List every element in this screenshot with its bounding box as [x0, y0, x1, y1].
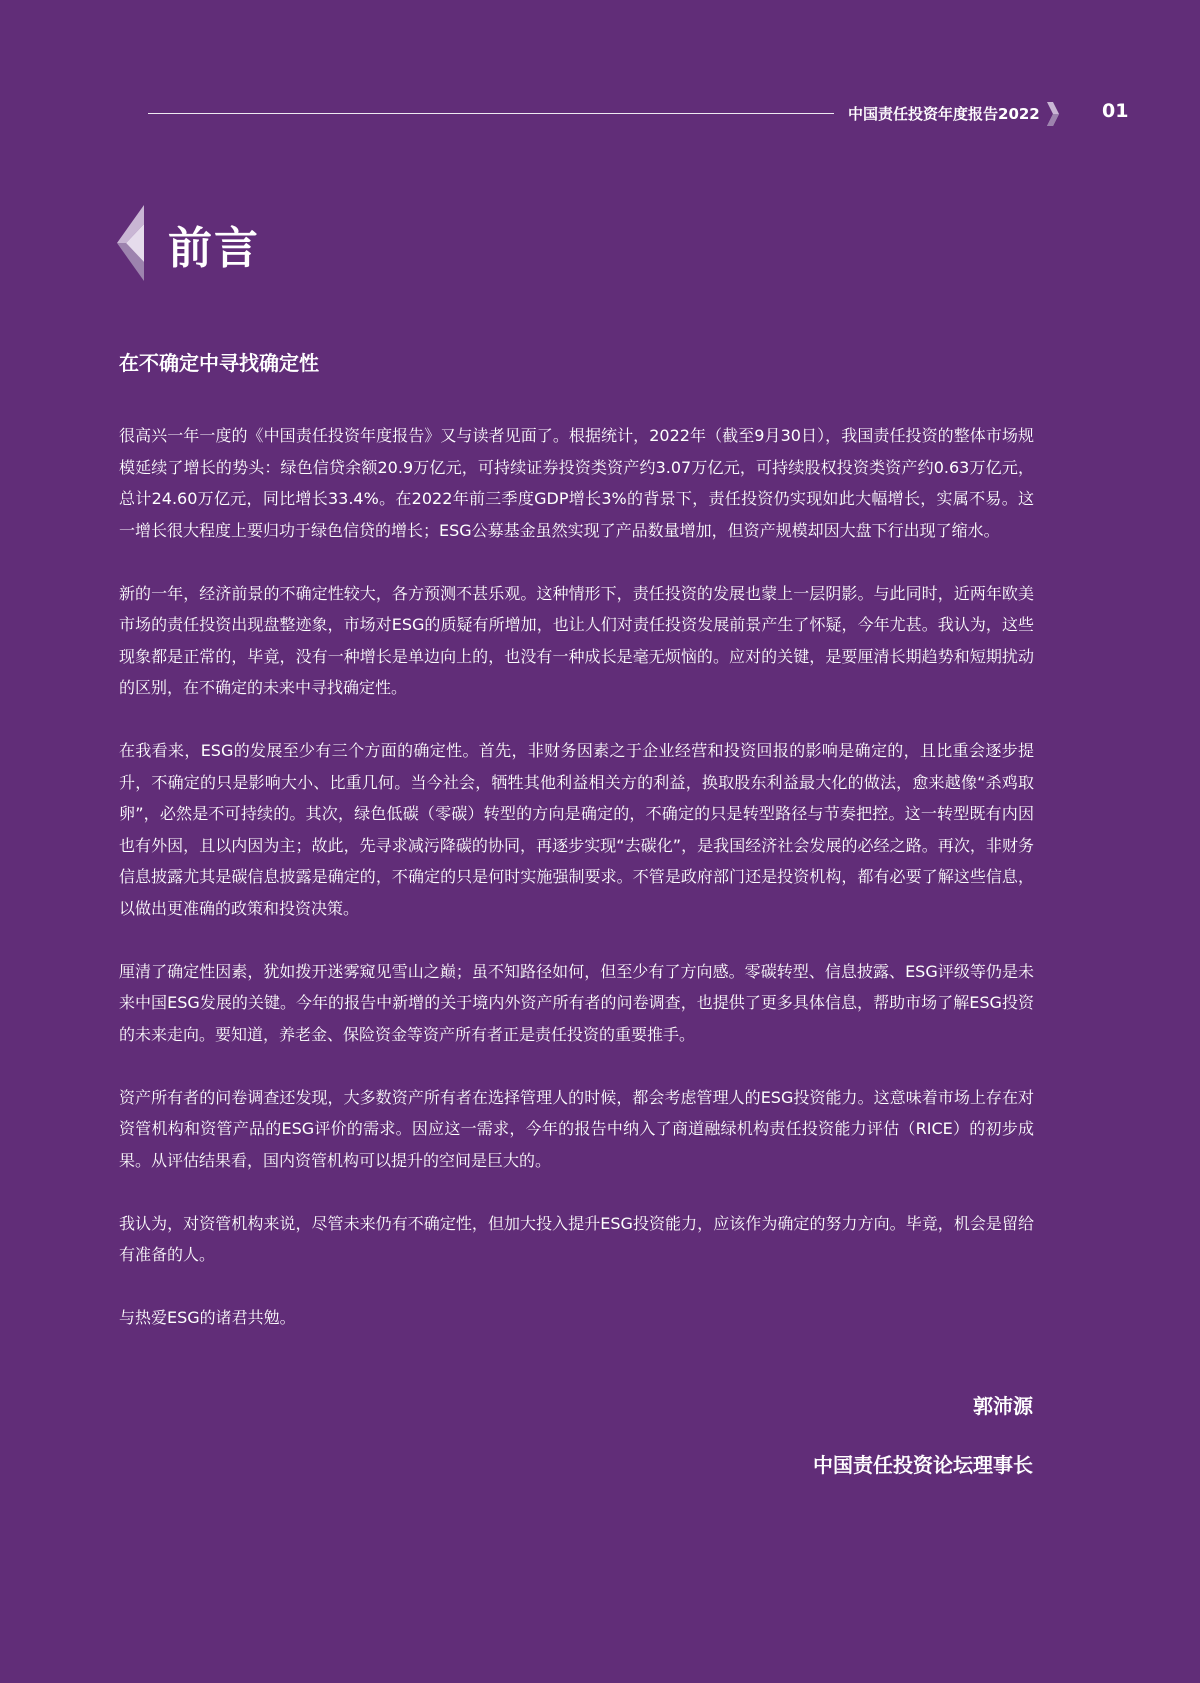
- paragraph: 新的一年，经济前景的不确定性较大，各方预测不甚乐观。这种情形下，责任投资的发展也蒙上一层阴影。与此同时，近两年欧美市场的责任投资出现盘整迹象，市场对ESG的质疑有所增加，也让人们对责任投资发展前景产生了怀疑，今年尤甚。我认为，这些现象都是正常的，毕竟，没有一种增长是单边向上的，也没有一种成长是毫无烦恼的。应对的关键，是要厘清长期趋势和短期扰动的区别，在不确定的未来中寻找确定性。: [119, 583, 1034, 697]
- body-text: [119, 420, 1034, 1365]
- paragraph: 我认为，对资管机构来说，尽管未来仍有不确定性，但加大投入提升ESG投资能力，应该作为确定的努力方向。毕竟，机会是留给有准备的人。: [119, 1213, 1034, 1264]
- signature-block: [813, 1390, 1033, 1478]
- paragraph: 厘清了确定性因素，犹如拨开迷雾窥见雪山之巅；虽不知路径如何，但至少有了方向感。零碳转型、信息披露、ESG评级等仍是未来中国ESG发展的关键。今年的报告中新增的关于境内外资产所有者的问卷调查，也提供了更多具体信息，帮助市场了解ESG投资的未来走向。要知道，养老金、保险资金等资产所有者正是责任投资的重要推手。: [119, 961, 1034, 1044]
- page-number: 01: [1102, 100, 1129, 122]
- paragraph: 很高兴一年一度的《中国责任投资年度报告》又与读者见面了。根据统计，2022年（截至9月30日），我国责任投资的整体市场规模延续了增长的势头：绿色信贷余额20.9万亿元，可持续证券投资类资产约3.07万亿元，可持续股权投资类资产约0.63万亿元，总计24.60万亿元，同比增长33.4%。在2022年前三季度GDP增长3%的背景下，责任投资仍实现如此大幅增长，实属不易。这一增长很大程度上要归功于绿色信贷的增长；ESG公募基金虽然实现了产品数量增加，但资产规模却因大盘下行出现了缩水。: [119, 426, 1034, 540]
- header-rule: [148, 113, 834, 114]
- chevron-right-icon: [1047, 102, 1059, 126]
- paragraph: 资产所有者的问卷调查还发现，大多数资产所有者在选择管理人的时候，都会考虑管理人的ESG投资能力。这意味着市场上存在对资管机构和资管产品的ESG评价的需求。因应这一需求，今年的报告中纳入了商道融绿机构责任投资能力评估（RICE）的初步成果。从评估结果看，国内资管机构可以提升的空间是巨大的。: [119, 1087, 1034, 1170]
- paragraph: 在我看来，ESG的发展至少有三个方面的确定性。首先，非财务因素之于企业经营和投资回报的影响是确定的，且比重会逐步提升，不确定的只是影响大小、比重几何。当今社会，牺牲其他利益相关方的利益，换取股东利益最大化的做法，愈来越像“杀鸡取卵”，必然是不可持续的。其次，绿色低碳（零碳）转型的方向是确定的，不确定的只是转型路径与节奏把控。这一转型既有内因也有外因，且以内因为主；故此，先寻求减污降碳的协同，再逐步实现“去碳化”，是我国经济社会发展的必经之路。再次，非财务信息披露尤其是碳信息披露是确定的，不确定的只是何时实施强制要求。不管是政府部门还是投资机构，都有必要了解这些信息，以做出更准确的政策和投资决策。: [119, 741, 1034, 918]
- paragraph: 与热爱ESG的诸君共勉。: [119, 1308, 296, 1327]
- chevron-left-icon: [117, 205, 144, 281]
- report-title: 中国责任投资年度报告2022: [848, 105, 1040, 123]
- section-subtitle: 在不确定中寻找确定性: [119, 351, 319, 375]
- signature-position: 中国责任投资论坛理事长: [813, 1453, 1033, 1477]
- page-title: 前言: [168, 223, 260, 274]
- signature-name: 郭沛源: [973, 1394, 1033, 1418]
